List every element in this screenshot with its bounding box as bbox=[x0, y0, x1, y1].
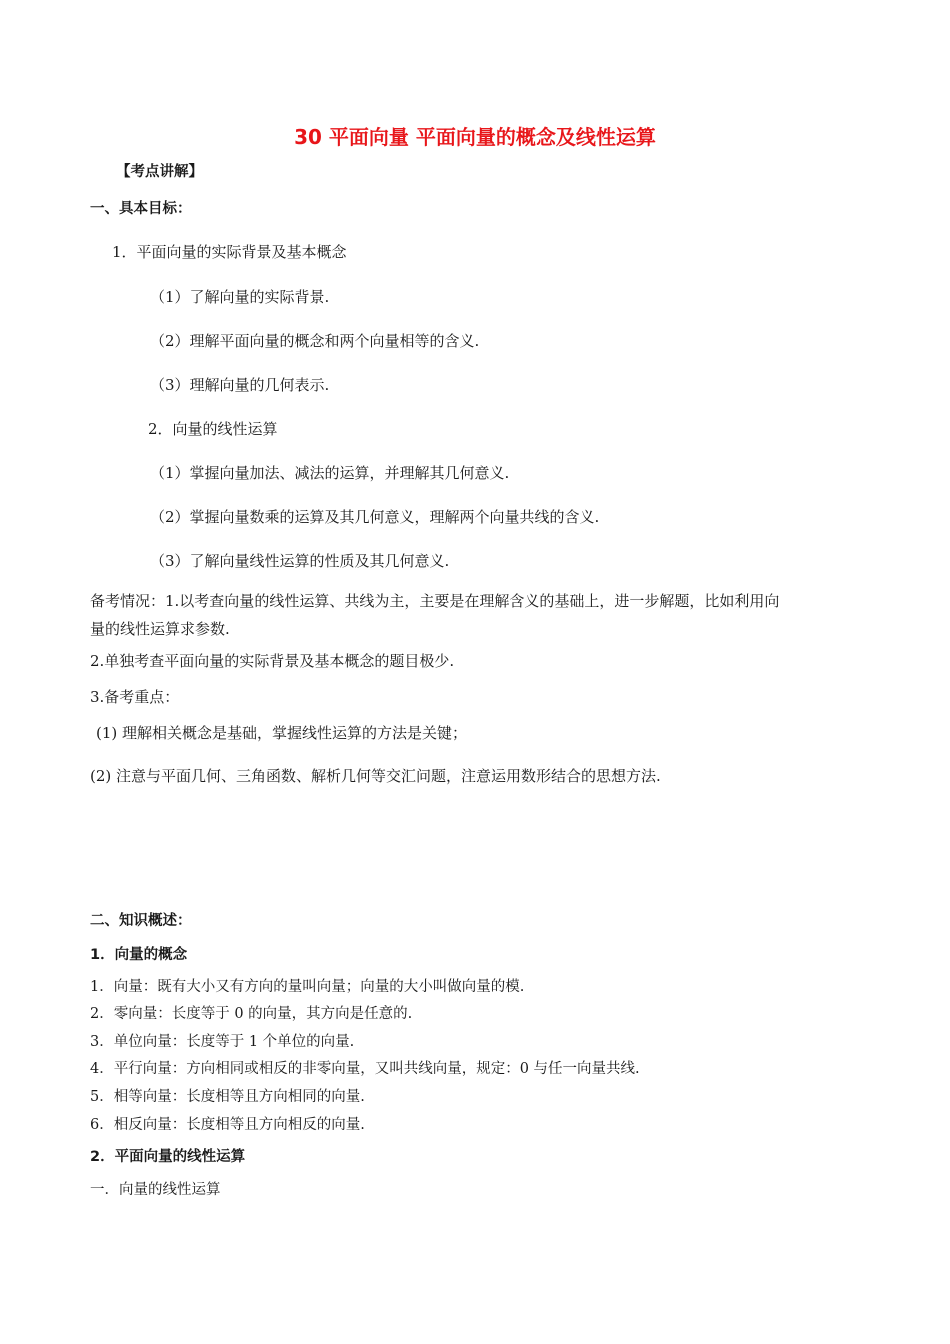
linear-operations-item: 一．向量的线性运算 bbox=[90, 1182, 221, 1198]
goal-item-1-sub-3: （3）理解向量的几何表示. bbox=[150, 376, 330, 394]
goal-item-1-sub-2: （2）理解平面向量的概念和两个向量相等的含义. bbox=[150, 332, 480, 350]
focus-item-2: (2) 注意与平面几何、三角函数、解析几何等交汇问题，注意运用数形结合的思想方法. bbox=[90, 767, 661, 785]
definition-item-2: 2．零向量：长度等于 0 的向量，其方向是任意的. bbox=[90, 1006, 413, 1022]
subsection-linear-operations: 2．平面向量的线性运算 bbox=[90, 1149, 246, 1165]
goal-item-2-sub-2: （2）掌握向量数乘的运算及其几何意义，理解两个向量共线的含义. bbox=[150, 508, 600, 526]
definition-item-5: 5．相等向量：长度相等且方向相同的向量. bbox=[90, 1089, 365, 1105]
section-label: 【考点讲解】 bbox=[116, 164, 203, 180]
prep-paragraph-line-2: 量的线性运算求参数. bbox=[90, 620, 230, 638]
prep-item-3: 3.备考重点： bbox=[90, 688, 180, 706]
goal-item-1-sub-1: （1）了解向量的实际背景. bbox=[150, 288, 330, 306]
definition-item-1: 1．向量：既有大小又有方向的量叫向量；向量的大小叫做向量的模. bbox=[90, 979, 525, 995]
goal-item-2-sub-3: （3）了解向量线性运算的性质及其几何意义. bbox=[150, 552, 450, 570]
page-title: 30 平面向量 平面向量的概念及线性运算 bbox=[294, 125, 656, 149]
prep-item-2: 2.单独考查平面向量的实际背景及基本概念的题目极少. bbox=[90, 652, 455, 670]
definition-item-4: 4．平行向量：方向相同或相反的非零向量，又叫共线向量，规定：0 与任一向量共线. bbox=[90, 1061, 640, 1077]
goal-item-1: 1．平面向量的实际背景及基本概念 bbox=[112, 243, 347, 261]
goal-item-2-sub-1: （1）掌握向量加法、减法的运算，并理解其几何意义. bbox=[150, 464, 510, 482]
definition-item-6: 6．相反向量：长度相等且方向相反的向量. bbox=[90, 1117, 365, 1133]
subsection-vector-concept: 1．向量的概念 bbox=[90, 947, 188, 963]
part2-heading: 二、知识概述： bbox=[90, 913, 192, 929]
definition-item-3: 3．单位向量：长度等于 1 个单位的向量. bbox=[90, 1034, 355, 1050]
goal-item-2: 2．向量的线性运算 bbox=[148, 420, 278, 438]
prep-paragraph-line-1: 备考情况：1.以考查向量的线性运算、共线为主，主要是在理解含义的基础上，进一步解题，比如利用向 bbox=[90, 592, 780, 610]
part1-heading: 一、具本目标： bbox=[90, 201, 192, 217]
focus-item-1: (1) 理解相关概念是基础，掌握线性运算的方法是关键； bbox=[96, 724, 468, 742]
